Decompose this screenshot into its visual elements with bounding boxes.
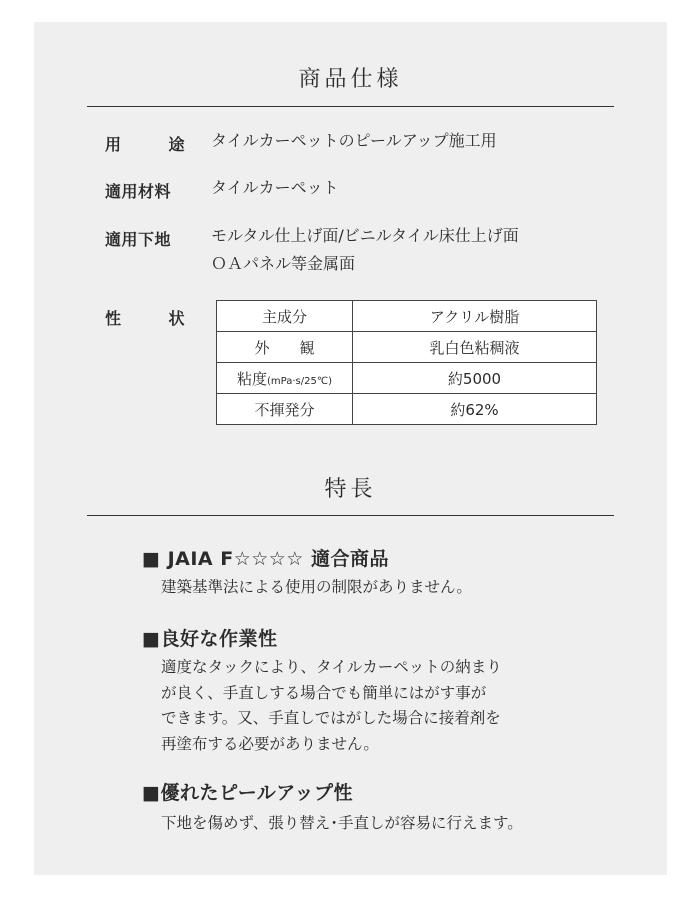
specs-title: 商品仕様 [298, 67, 403, 92]
property-name-char-2: 観 [299, 338, 315, 357]
material-value: タイルカーペット [211, 178, 339, 197]
usage-label-char-1: 用 [105, 135, 122, 154]
feature-2-heading: ■良好な作業性 [142, 628, 278, 650]
table-row [217, 363, 597, 394]
property-name: 主成分 [217, 301, 353, 332]
feature-3-heading: ■優れたピールアップ性 [142, 782, 353, 804]
property-value: 約62% [353, 394, 597, 425]
table-row [217, 394, 597, 425]
properties-label-char-2: 状 [168, 309, 185, 328]
feature-2-line-3: できます。又、手直しではがした場合に接着剤を [161, 709, 501, 727]
substrate-value [211, 222, 519, 278]
viscosity-unit: (mPa·s/25℃) [267, 375, 332, 387]
usage-value: タイルカーペットのピールアップ施工用 [211, 131, 497, 150]
feature-3-line-1: 下地を傷めず、張り替え･手直しが容易に行えます。 [161, 814, 523, 832]
property-name-char-1: 外 [254, 338, 270, 357]
usage-label-char-2: 途 [168, 135, 185, 154]
viscosity-label: 粘度 [237, 369, 268, 388]
spec-sheet-panel [34, 22, 667, 875]
property-name: 不揮発分 [217, 394, 353, 425]
specs-title-divider [87, 106, 614, 107]
table-row [217, 332, 597, 363]
feature-2-line-4: 再塗布する必要がありません。 [161, 734, 379, 753]
feature-2-line-1: 適度なタックにより、タイルカーペットの納まり [161, 658, 502, 676]
feature-3-body [161, 811, 523, 837]
property-value: 乳白色粘稠液 [353, 332, 597, 363]
material-label: 適用材料 [105, 182, 172, 201]
feature-1-body [161, 575, 472, 601]
substrate-label: 適用下地 [105, 230, 172, 249]
properties-label [105, 306, 185, 329]
table-row [217, 301, 597, 332]
substrate-line-1: モルタル仕上げ面/ビニルタイル床仕上げ面 [211, 226, 519, 245]
features-title: 特長 [324, 477, 377, 502]
substrate-line-2: ＯＡパネル等金属面 [211, 254, 356, 273]
property-name [217, 332, 353, 363]
properties-table [216, 300, 597, 425]
properties-label-char-1: 性 [105, 309, 122, 328]
feature-1-line-1: 建築基準法による使用の制限がありません。 [161, 578, 472, 596]
property-value: アクリル樹脂 [353, 301, 597, 332]
feature-2-line-2: が良く、手直しする場合でも簡単にはがす事が [161, 683, 487, 702]
property-value: 約5000 [353, 363, 597, 394]
feature-2-body [161, 655, 502, 757]
property-name [217, 363, 353, 394]
features-title-divider [87, 515, 614, 516]
usage-label [105, 132, 185, 155]
feature-1-heading: ■ JAIA F☆☆☆☆ 適合商品 [142, 548, 389, 570]
